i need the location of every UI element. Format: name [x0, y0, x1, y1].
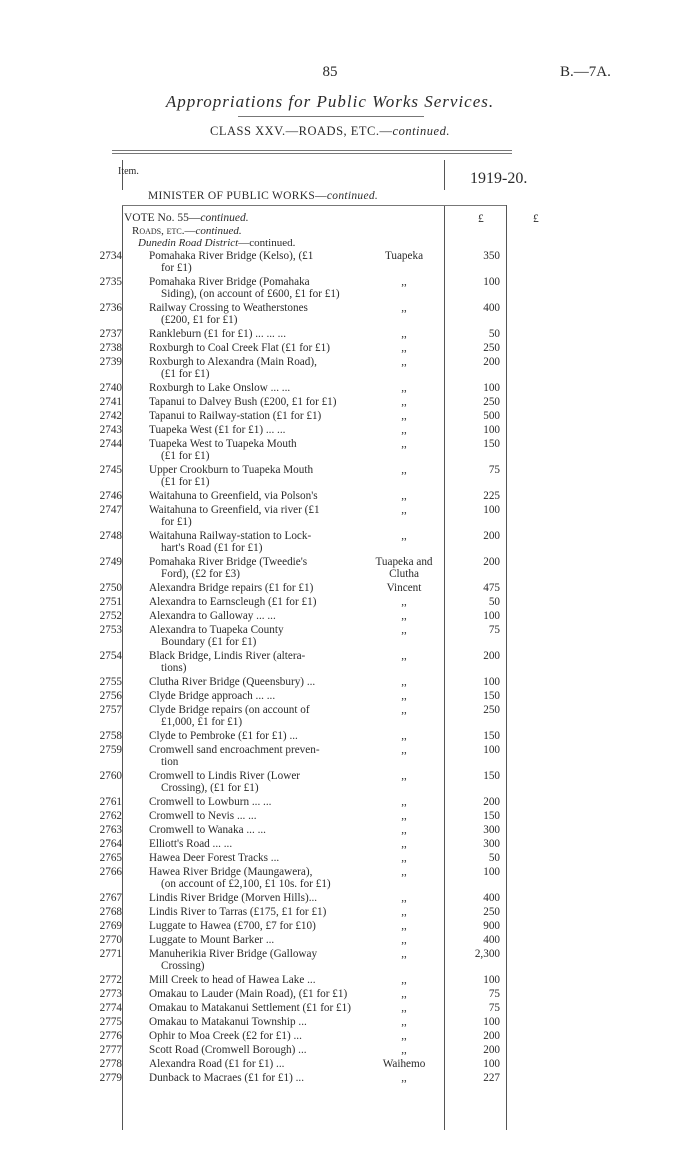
item-number: 2735 — [99, 276, 122, 288]
work-description-line: Clutha River Bridge (Queensbury) ... — [149, 676, 316, 688]
amount: 150 — [483, 690, 500, 702]
work-description — [149, 934, 379, 946]
county-district: ,, — [401, 1016, 407, 1028]
vote-heading — [124, 212, 249, 224]
item-number: 2770 — [99, 934, 122, 946]
work-description — [149, 504, 379, 528]
work-description-line: Alexandra to Earnscleugh (£1 for £1) — [149, 596, 317, 608]
item-number: 2765 — [99, 852, 122, 864]
item-number: 2767 — [99, 892, 122, 904]
work-description-line: Alexandra to Tuapeka County — [149, 624, 284, 636]
county-district: ,, — [401, 892, 407, 904]
amount: 227 — [483, 1072, 500, 1084]
section-rule — [122, 205, 506, 206]
minister-heading — [148, 190, 378, 202]
work-description-continuation: Ford), (£2 for £3) — [161, 568, 240, 580]
item-number: 2739 — [99, 356, 122, 368]
work-description — [149, 610, 379, 622]
work-description-line: Pomahaka River Bridge (Kelso), (£1 — [149, 250, 314, 262]
amount: 100 — [483, 974, 500, 986]
county-district: ,, — [401, 974, 407, 986]
amount: 475 — [483, 582, 500, 594]
amount: 50 — [488, 596, 500, 608]
amount: 100 — [483, 1016, 500, 1028]
amount: 2,300 — [474, 948, 500, 960]
amount: 400 — [483, 892, 500, 904]
county-district: ,, — [401, 676, 407, 688]
work-description-continuation: tions) — [161, 662, 187, 674]
county-district: ,, — [401, 610, 407, 622]
amount: 150 — [483, 438, 500, 450]
district-subheading — [138, 237, 295, 249]
county-district: ,, — [401, 464, 407, 476]
work-description-continuation: (£200, £1 for £1) — [161, 314, 238, 326]
work-description-continuation: Siding), (on account of £600, £1 for £1) — [161, 288, 340, 300]
amount-column-divider — [444, 205, 445, 1130]
county-district: ,, — [401, 342, 407, 354]
county-district: ,, — [401, 824, 407, 836]
work-description-line: Luggate to Mount Barker ... — [149, 934, 275, 946]
amount: 100 — [483, 676, 500, 688]
amount: 300 — [483, 824, 500, 836]
work-description — [149, 948, 379, 972]
item-number: 2771 — [99, 948, 122, 960]
work-description-line: Hawea River Bridge (Maungawera), — [149, 866, 313, 878]
work-description — [149, 906, 379, 918]
county-district: ,, — [401, 328, 407, 340]
work-description-line: Dunback to Macraes (£1 for £1) ... — [149, 1072, 305, 1084]
item-number: 2754 — [99, 650, 122, 662]
item-number: 2746 — [99, 490, 122, 502]
work-description — [149, 276, 379, 300]
amount: 50 — [488, 328, 500, 340]
work-description — [149, 530, 379, 554]
work-description — [149, 892, 379, 904]
district-subheading-main: Dunedin Road District — [138, 237, 239, 249]
work-description — [149, 250, 379, 274]
year-column-left-divider — [444, 160, 445, 190]
work-description — [149, 730, 379, 742]
amount: 350 — [483, 250, 500, 262]
amount: 250 — [483, 396, 500, 408]
county-district: ,, — [401, 276, 407, 288]
item-number: 2778 — [99, 1058, 122, 1070]
amount: 400 — [483, 302, 500, 314]
work-description-line: Cromwell sand encroachment preven- — [149, 744, 320, 756]
item-number: 2776 — [99, 1030, 122, 1042]
item-number: 2756 — [99, 690, 122, 702]
work-description — [149, 1058, 379, 1070]
work-description-line: Scott Road (Cromwell Borough) ... — [149, 1044, 307, 1056]
work-description-continuation: (£1 for £1) — [161, 476, 210, 488]
item-number: 2736 — [99, 302, 122, 314]
work-description — [149, 582, 379, 594]
item-number: 2737 — [99, 328, 122, 340]
vote-heading-main: VOTE No. 55— — [124, 212, 201, 224]
county-district: ,, — [401, 744, 407, 756]
work-description-continuation: tion — [161, 756, 179, 768]
county-district: ,, — [401, 730, 407, 742]
work-description — [149, 624, 379, 648]
amount: 100 — [483, 610, 500, 622]
county-district: ,, — [401, 504, 407, 516]
work-description-line: Tuapeka West (£1 for £1) ... ... — [149, 424, 286, 436]
amount: 75 — [488, 624, 500, 636]
amount: 100 — [483, 382, 500, 394]
work-description-line: Cromwell to Nevis ... ... — [149, 810, 257, 822]
amount: 250 — [483, 704, 500, 716]
work-description — [149, 866, 379, 890]
work-description — [149, 838, 379, 850]
amount: 200 — [483, 1044, 500, 1056]
work-description-continuation: £1,000, £1 for £1) — [161, 716, 243, 728]
county-district: ,, — [401, 1030, 407, 1042]
work-description-line: Omakau to Lauder (Main Road), (£1 for £1) — [149, 988, 348, 1000]
amount: 300 — [483, 838, 500, 850]
roads-subheading-continued: continued. — [195, 225, 242, 237]
work-description-continuation: for £1) — [161, 516, 192, 528]
item-number: 2751 — [99, 596, 122, 608]
county-district: ,, — [401, 852, 407, 864]
amount: 400 — [483, 934, 500, 946]
county-district: ,, — [401, 530, 407, 542]
document-reference: B.—7A. — [560, 64, 611, 80]
item-number: 2738 — [99, 342, 122, 354]
item-number: 2734 — [99, 250, 122, 262]
item-number: 2772 — [99, 974, 122, 986]
work-description-line: Roxburgh to Alexandra (Main Road), — [149, 356, 317, 368]
item-number: 2766 — [99, 866, 122, 878]
county-district: ,, — [401, 396, 407, 408]
work-description — [149, 424, 379, 436]
amount: 200 — [483, 1030, 500, 1042]
work-description-continuation: Crossing) — [161, 960, 205, 972]
roads-subheading-main: Roads, etc.— — [132, 225, 196, 237]
county-district: ,, — [401, 866, 407, 878]
item-number: 2744 — [99, 438, 122, 450]
work-description — [149, 1072, 379, 1084]
amount: 100 — [483, 504, 500, 516]
item-number: 2753 — [99, 624, 122, 636]
work-description-line: Omakau to Matakanui Settlement (£1 for £1) — [149, 1002, 351, 1014]
work-description — [149, 302, 379, 326]
item-number: 2764 — [99, 838, 122, 850]
table-top-rule — [112, 150, 512, 151]
work-description-line: Black Bridge, Lindis River (altera- — [149, 650, 306, 662]
work-description-line: Waitahuna to Greenfield, via river (£1 — [149, 504, 320, 516]
amount: 75 — [488, 1002, 500, 1014]
county-district: Tuapeka — [384, 250, 424, 262]
work-description-line: Luggate to Hawea (£700, £7 for £10) — [149, 920, 316, 932]
work-description-line: Railway Crossing to Weatherstones — [149, 302, 308, 314]
work-description-continuation: (on account of £2,100, £1 10s. for £1) — [161, 878, 331, 890]
item-number: 2748 — [99, 530, 122, 542]
work-description-line: Cromwell to Lowburn ... ... — [149, 796, 272, 808]
county-district: ,, — [401, 988, 407, 1000]
roads-subheading — [132, 225, 242, 237]
amount: 150 — [483, 730, 500, 742]
work-description-continuation: Boundary (£1 for £1) — [161, 636, 257, 648]
currency-symbol-total: £ — [533, 213, 539, 225]
item-column-heading: Item. — [118, 166, 139, 177]
county-district: ,, — [401, 906, 407, 918]
work-description — [149, 974, 379, 986]
work-description — [149, 464, 379, 488]
amount: 75 — [488, 464, 500, 476]
page-title: Appropriations for Public Works Services. — [165, 92, 495, 111]
county-district: ,, — [401, 704, 407, 716]
county-district: ,, — [401, 356, 407, 368]
work-description-line: Hawea Deer Forest Tracks ... — [149, 852, 280, 864]
county-district: ,, — [401, 650, 407, 662]
work-description-line: Tapanui to Railway-station (£1 for £1) — [149, 410, 322, 422]
work-description — [149, 410, 379, 422]
minister-heading-main: MINISTER OF PUBLIC WORKS— — [148, 190, 327, 202]
work-description-line: Roxburgh to Lake Onslow ... ... — [149, 382, 291, 394]
amount: 50 — [488, 852, 500, 864]
county-district: ,, — [401, 382, 407, 394]
work-description — [149, 704, 379, 728]
work-description-line: Rankleburn (£1 for £1) ... ... ... — [149, 328, 287, 340]
county-district: ,, — [401, 1002, 407, 1014]
work-description — [149, 396, 379, 408]
work-description-line: Cromwell to Lindis River (Lower — [149, 770, 301, 782]
item-column-divider — [122, 205, 123, 1130]
work-description-line: Manuherikia River Bridge (Galloway — [149, 948, 318, 960]
county-district: ,, — [401, 948, 407, 960]
amount: 200 — [483, 530, 500, 542]
work-description-line: Omakau to Matakanui Township ... — [149, 1016, 307, 1028]
work-description — [149, 676, 379, 688]
item-number: 2777 — [99, 1044, 122, 1056]
item-number: 2779 — [99, 1072, 122, 1084]
amount: 200 — [483, 650, 500, 662]
work-description — [149, 1044, 379, 1056]
work-description — [149, 824, 379, 836]
item-number: 2749 — [99, 556, 122, 568]
year-column-heading: 1919-20. — [470, 170, 528, 187]
county-district: ,, — [401, 838, 407, 850]
total-column-divider — [506, 205, 507, 1130]
work-description — [149, 596, 379, 608]
work-description-line: Tapanui to Dalvey Bush (£200, £1 for £1) — [149, 396, 337, 408]
work-description — [149, 1016, 379, 1028]
work-description-line: Mill Creek to head of Hawea Lake ... — [149, 974, 316, 986]
table-top-rule-double — [112, 153, 512, 154]
item-number: 2750 — [99, 582, 122, 594]
item-number: 2763 — [99, 824, 122, 836]
work-description-line: Waitahuna to Greenfield, via Polson's — [149, 490, 318, 502]
amount: 150 — [483, 770, 500, 782]
county-district: ,, — [401, 920, 407, 932]
county-district: ,, — [401, 1044, 407, 1056]
amount: 200 — [483, 556, 500, 568]
item-number: 2743 — [99, 424, 122, 436]
work-description — [149, 328, 379, 340]
amount: 100 — [483, 1058, 500, 1070]
county-district: ,, — [401, 770, 407, 782]
item-number: 2759 — [99, 744, 122, 756]
county-district: ,, — [401, 438, 407, 450]
work-description — [149, 852, 379, 864]
work-description-continuation: hart's Road (£1 for £1) — [161, 542, 263, 554]
work-description-line: Waitahuna Railway-station to Lock- — [149, 530, 312, 542]
work-description-line: Alexandra to Galloway ... ... — [149, 610, 276, 622]
amount: 250 — [483, 342, 500, 354]
work-description-line: Cromwell to Wanaka ... ... — [149, 824, 266, 836]
amount: 225 — [483, 490, 500, 502]
county-district: ,, — [401, 796, 407, 808]
county-district: ,, — [401, 1072, 407, 1084]
work-description — [149, 382, 379, 394]
work-description — [149, 356, 379, 380]
amount: 100 — [483, 866, 500, 878]
work-description-line: Alexandra Road (£1 for £1) ... — [149, 1058, 285, 1070]
work-description-line: Pomahaka River Bridge (Pomahaka — [149, 276, 310, 288]
work-description — [149, 556, 379, 580]
item-number: 2769 — [99, 920, 122, 932]
item-number: 2741 — [99, 396, 122, 408]
item-number: 2758 — [99, 730, 122, 742]
work-description-line: Ophir to Moa Creek (£2 for £1) ... — [149, 1030, 302, 1042]
title-rule — [238, 116, 424, 117]
work-description-line: Elliott's Road ... ... — [149, 838, 233, 850]
item-number: 2757 — [99, 704, 122, 716]
work-description-line: Alexandra Bridge repairs (£1 for £1) — [149, 582, 314, 594]
item-number: 2755 — [99, 676, 122, 688]
amount: 200 — [483, 356, 500, 368]
item-number: 2773 — [99, 988, 122, 1000]
item-number: 2747 — [99, 504, 122, 516]
item-number: 2742 — [99, 410, 122, 422]
work-description-line: Lindis River to Tarras (£175, £1 for £1) — [149, 906, 327, 918]
amount: 250 — [483, 906, 500, 918]
work-description-continuation: (£1 for £1) — [161, 450, 210, 462]
county-district: ,, — [401, 302, 407, 314]
currency-symbol-amount: £ — [478, 213, 484, 225]
county-district: ,, — [401, 810, 407, 822]
amount: 100 — [483, 744, 500, 756]
district-subheading-continued: —continued. — [238, 237, 296, 249]
amount: 900 — [483, 920, 500, 932]
work-description-line: Tuapeka West to Tuapeka Mouth — [149, 438, 297, 450]
work-description — [149, 650, 379, 674]
class-heading — [0, 124, 660, 139]
class-heading-continued: continued. — [392, 124, 450, 138]
item-number: 2761 — [99, 796, 122, 808]
county-district: ,, — [401, 424, 407, 436]
work-description — [149, 744, 379, 768]
county-district: Waihemo — [382, 1058, 426, 1070]
work-description-line: Lindis River Bridge (Morven Hills)... — [149, 892, 318, 904]
work-description — [149, 810, 379, 822]
work-description — [149, 438, 379, 462]
work-description-line: Upper Crookburn to Tuapeka Mouth — [149, 464, 314, 476]
work-description — [149, 490, 379, 502]
work-description-continuation: (£1 for £1) — [161, 368, 210, 380]
work-description-line: Roxburgh to Coal Creek Flat (£1 for £1) — [149, 342, 330, 354]
item-number: 2768 — [99, 906, 122, 918]
work-description-continuation: Crossing), (£1 for £1) — [161, 782, 259, 794]
amount: 150 — [483, 810, 500, 822]
item-number: 2740 — [99, 382, 122, 394]
county-district: ,, — [401, 410, 407, 422]
amount: 100 — [483, 424, 500, 436]
item-number: 2775 — [99, 1016, 122, 1028]
county-district: ,, — [401, 490, 407, 502]
amount: 100 — [483, 276, 500, 288]
work-description — [149, 690, 379, 702]
work-description — [149, 920, 379, 932]
work-description-line: Clyde Bridge approach ... ... — [149, 690, 276, 702]
item-number: 2745 — [99, 464, 122, 476]
item-number: 2762 — [99, 810, 122, 822]
item-number: 2752 — [99, 610, 122, 622]
vote-heading-continued: continued. — [200, 212, 249, 224]
class-heading-main: CLASS XXV.—ROADS, ETC.— — [210, 124, 393, 138]
amount: 75 — [488, 988, 500, 1000]
item-number: 2774 — [99, 1002, 122, 1014]
work-description — [149, 342, 379, 354]
county-district: Tuapeka and Clutha — [375, 556, 433, 580]
county-district: Vincent — [386, 582, 422, 594]
work-description — [149, 1030, 379, 1042]
county-district: ,, — [401, 624, 407, 636]
county-district: ,, — [401, 934, 407, 946]
work-description-line: Clyde to Pembroke (£1 for £1) ... — [149, 730, 298, 742]
work-description — [149, 988, 379, 1000]
amount: 500 — [483, 410, 500, 422]
item-number: 2760 — [99, 770, 122, 782]
page-number: 85 — [322, 64, 338, 80]
amount: 200 — [483, 796, 500, 808]
county-district: ,, — [401, 596, 407, 608]
work-description — [149, 1002, 379, 1014]
work-description-continuation: for £1) — [161, 262, 192, 274]
work-description-line: Pomahaka River Bridge (Tweedie's — [149, 556, 308, 568]
work-description-line: Clyde Bridge repairs (on account of — [149, 704, 310, 716]
minister-heading-continued: continued. — [326, 190, 379, 202]
work-description — [149, 770, 379, 794]
work-description — [149, 796, 379, 808]
county-district: ,, — [401, 690, 407, 702]
